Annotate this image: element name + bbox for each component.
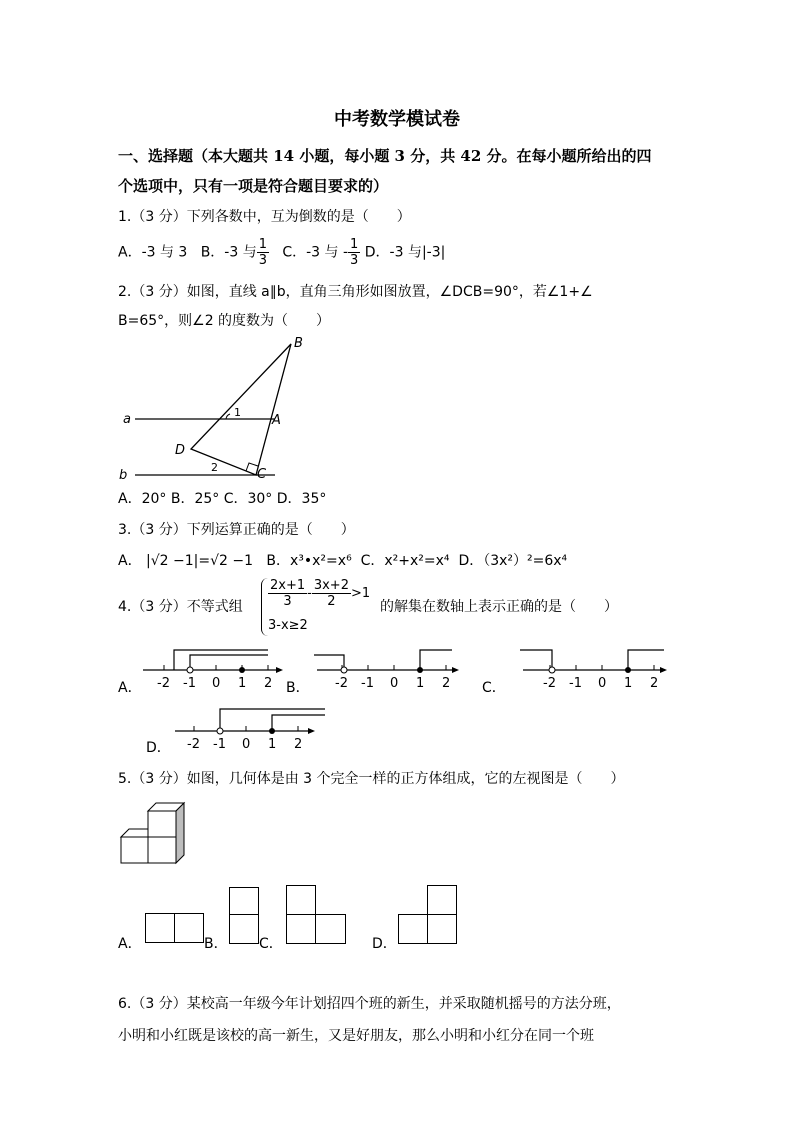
q4-inequality-2: 3-x≥2 [268, 618, 308, 633]
page-title: 中考数学模试卷 [334, 109, 460, 130]
q2-triangle-figure [115, 332, 315, 482]
q4-brace [261, 578, 268, 636]
q2-stem-line2: B=65°，则∠2 的度数为（ ） [118, 313, 331, 329]
q4-option-a-label: A． [118, 680, 142, 696]
q1-option-b: B．-3 与 [200, 244, 257, 261]
q2-stem-line1: 2.（3 分）如图，直线 a∥b，直角三角形如图放置，∠DCB=90°，若∠1+∠ [118, 284, 593, 300]
q4-option-b-label: B． [286, 680, 310, 696]
q4-number-line-c [518, 645, 672, 693]
q4-inequality-1: $\frac{2x+1}{3}$ - $\frac{3x+2}{2}$ >1 [270, 578, 371, 609]
svg-text:-2: -2 [335, 676, 348, 691]
q1-option-b-fraction: $\frac{1}{3}$ [258, 237, 267, 268]
q2-label-B: B [294, 336, 303, 351]
q5-stem: 5.（3 分）如图，几何体是由 3 个完全一样的正方体组成，它的左视图是（ ） [118, 771, 625, 787]
q6-stem-line1: 6.（3 分）某校高一年级今年计划招四个班的新生，并采取随机摇号的方法分班， [118, 996, 621, 1012]
svg-text:1: 1 [238, 676, 247, 691]
q4-number-line-d [170, 703, 330, 751]
svg-text:1: 1 [624, 676, 633, 691]
q3-option-d: D．（3x²）²=6x⁴ [458, 553, 568, 569]
svg-text:2: 2 [650, 676, 659, 691]
q5-option-a-label: A． [118, 936, 142, 952]
q1-stem: 1.（3 分）下列各数中，互为倒数的是（ ） [118, 209, 411, 225]
q5-option-b-label: B． [204, 936, 228, 952]
q1-options [118, 237, 445, 268]
svg-text:0: 0 [242, 737, 251, 751]
q4-number-line-a [138, 645, 288, 693]
q4-option-c-label: C． [482, 680, 506, 696]
q5-option-d-view [398, 885, 460, 945]
q2-angle-1: 1 [234, 406, 241, 419]
svg-text:2: 2 [264, 676, 273, 691]
svg-text:0: 0 [390, 676, 399, 691]
svg-text:-2: -2 [543, 676, 556, 691]
section-heading-line1: 一、选择题（本大题共 14 小题，每小题 3 分，共 42 分。在每小题所给出的四 [118, 147, 652, 165]
q4-stem-post: 的解集在数轴上表示正确的是（ ） [380, 599, 618, 615]
q1-option-a: A．-3 与 3 [118, 244, 188, 261]
svg-text:-2: -2 [187, 737, 200, 751]
svg-text:0: 0 [598, 676, 607, 691]
svg-text:-2: -2 [157, 676, 170, 691]
q2-label-b: b [119, 468, 128, 482]
svg-text:-1: -1 [183, 676, 196, 691]
q1-option-c: C．-3 与 - [282, 244, 349, 261]
q2-label-C: C [257, 467, 267, 482]
q2-label-D: D [175, 443, 186, 458]
section-heading-line2: 个选项中，只有一项是符合题目要求的） [118, 177, 389, 195]
q3-option-a: |√2 −1|=√2 −1 [146, 553, 254, 569]
q1-option-d: D．-3 与|-3| [364, 244, 446, 261]
q5-option-c-view [286, 885, 348, 945]
q4-stem-pre: 4.（3 分）不等式组 [118, 599, 243, 615]
q1-option-c-fraction: $\frac{1}{3}$ [350, 237, 359, 268]
svg-text:-1: -1 [361, 676, 374, 691]
q2-options: A．20° B．25° C．30° D．35° [118, 491, 327, 507]
q3-option-c: C．x²+x²=x⁴ [360, 553, 450, 569]
q6-stem-line2: 小明和小红既是该校的高一新生，又是好朋友，那么小明和小红分在同一个班 [118, 1028, 594, 1044]
svg-text:0: 0 [212, 676, 221, 691]
svg-text:1: 1 [416, 676, 425, 691]
svg-text:-1: -1 [569, 676, 582, 691]
q2-label-a: a [123, 412, 131, 427]
q2-angle-2: 2 [211, 461, 218, 474]
svg-text:-1: -1 [213, 737, 226, 751]
q5-solid-figure [118, 796, 190, 866]
q3-options [118, 550, 567, 570]
svg-text:2: 2 [294, 737, 303, 751]
q4-number-line-b [312, 645, 464, 693]
q4-option-d-label: D． [146, 740, 171, 756]
q5-option-d-label: D． [372, 936, 397, 952]
q3-option-b: B．x³•x²=x⁶ [266, 553, 352, 569]
svg-text:1: 1 [268, 737, 277, 751]
q2-label-A: A [272, 413, 281, 428]
q5-option-a-view [145, 913, 205, 945]
q5-option-c-label: C． [259, 936, 283, 952]
q3-option-a-label: A． [118, 553, 142, 569]
svg-text:2: 2 [442, 676, 451, 691]
q5-option-b-view [229, 887, 261, 945]
q3-stem: 3.（3 分）下列运算正确的是（ ） [118, 522, 355, 538]
